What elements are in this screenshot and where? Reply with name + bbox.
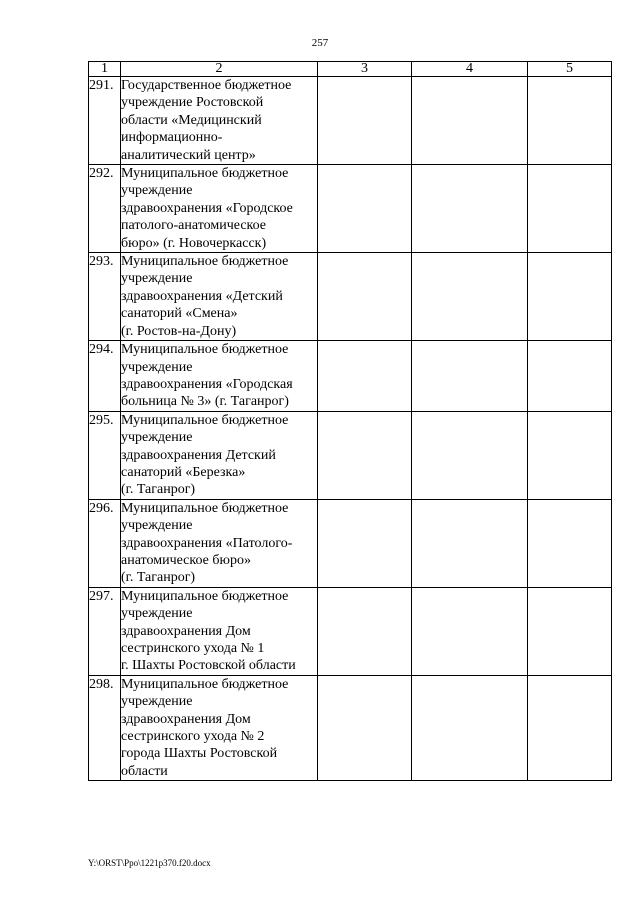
row-number: 298. — [89, 675, 121, 780]
column-4-cell — [412, 587, 528, 675]
column-3-cell — [318, 499, 412, 587]
table-row — [89, 587, 612, 675]
column-3-cell — [318, 411, 412, 499]
column-5-cell — [528, 165, 612, 253]
row-number: 295. — [89, 411, 121, 499]
organization-name-line: Муниципальное бюджетное — [121, 254, 289, 270]
organization-name-line: (г. Ростов-на-Дону) — [121, 323, 237, 339]
column-5-cell — [528, 587, 612, 675]
column-4-cell — [412, 411, 528, 499]
organization-name-line: учреждение — [121, 271, 193, 287]
organization-name-cell — [121, 675, 318, 780]
organization-name-line: Муниципальное бюджетное — [121, 166, 289, 182]
organizations-table — [88, 61, 612, 781]
table-header-row — [89, 62, 612, 77]
organization-name-line: области — [121, 763, 168, 779]
column-5-cell — [528, 675, 612, 780]
organization-name-line: (г. Таганрог) — [121, 482, 196, 498]
organization-name-line: больница № 3» (г. Таганрог) — [121, 394, 289, 410]
organization-name-line: Муниципальное бюджетное — [121, 676, 289, 692]
organization-name-line: Муниципальное бюджетное — [121, 342, 289, 358]
organization-name-line: здравоохранения Дом — [121, 623, 251, 639]
organization-name-line: здравоохранения «Городское — [121, 200, 293, 216]
table-row — [89, 675, 612, 780]
organization-name-line: здравоохранения «Детский — [121, 288, 283, 304]
organization-name-line: Муниципальное бюджетное — [121, 412, 289, 428]
organization-name-line: учреждение — [121, 518, 193, 534]
table-row — [89, 165, 612, 253]
column-3-cell — [318, 253, 412, 341]
organization-name-line: (г. Таганрог) — [121, 570, 196, 586]
organization-name-line: санаторий «Смена» — [121, 306, 238, 322]
column-header-3: 3 — [318, 62, 412, 77]
organization-name-line: Муниципальное бюджетное — [121, 500, 289, 516]
column-3-cell — [318, 341, 412, 412]
row-number: 293. — [89, 253, 121, 341]
organization-name-cell — [121, 587, 318, 675]
table-body — [89, 77, 612, 781]
organization-name-line: сестринского ухода № 1 — [121, 641, 265, 656]
organization-name-line: Государственное бюджетное — [121, 78, 292, 93]
table-row — [89, 341, 612, 412]
organization-name-line: Муниципальное бюджетное — [121, 588, 289, 604]
column-3-cell — [318, 77, 412, 165]
organization-name-cell — [121, 77, 318, 165]
organization-name-line: анатомическое бюро» — [121, 552, 251, 568]
row-number: 297. — [89, 587, 121, 675]
organization-name-line: учреждение — [121, 183, 193, 199]
organization-name-line: здравоохранения Дом — [121, 711, 251, 727]
column-header-1: 1 — [89, 62, 121, 77]
column-3-cell — [318, 165, 412, 253]
organization-name-line: санаторий «Березка» — [121, 464, 246, 480]
column-5-cell — [528, 253, 612, 341]
column-5-cell — [528, 77, 612, 165]
column-4-cell — [412, 675, 528, 780]
column-4-cell — [412, 165, 528, 253]
row-number: 292. — [89, 165, 121, 253]
row-number: 296. — [89, 499, 121, 587]
organization-name-line: учреждение — [121, 606, 193, 622]
row-number: 291. — [89, 77, 121, 165]
column-5-cell — [528, 341, 612, 412]
footer-file-path: Y:\ORST\Ppo\1221p370.f20.docx — [88, 858, 211, 868]
column-header-2: 2 — [121, 62, 318, 77]
row-number: 294. — [89, 341, 121, 412]
column-4-cell — [412, 77, 528, 165]
organization-name-line: города Шахты Ростовской — [121, 746, 278, 762]
organization-name-cell — [121, 253, 318, 341]
organization-name-line: учреждение — [121, 694, 193, 710]
organization-name-line: патолого-анатомическое — [121, 218, 267, 234]
organization-name-cell — [121, 499, 318, 587]
organization-name-line: здравоохранения «Городская — [121, 376, 293, 392]
column-header-4: 4 — [412, 62, 528, 77]
organization-name-line: информационно- — [121, 130, 223, 146]
column-3-cell — [318, 675, 412, 780]
organization-name-line: учреждение — [121, 359, 193, 375]
organization-name-line: сестринского ухода № 2 — [121, 729, 265, 745]
organization-name-line: здравоохранения «Патолого- — [121, 535, 293, 551]
page-number: 257 — [311, 37, 329, 49]
table-row — [89, 499, 612, 587]
column-3-cell — [318, 587, 412, 675]
organization-name-line: области «Медицинский — [121, 112, 262, 128]
organization-name-line: г. Шахты Ростовской области — [121, 658, 296, 674]
column-header-5: 5 — [528, 62, 612, 77]
organization-name-line: учреждение — [121, 430, 193, 446]
table-row — [89, 253, 612, 341]
table-row — [89, 77, 612, 165]
organization-name-cell — [121, 411, 318, 499]
column-5-cell — [528, 411, 612, 499]
column-4-cell — [412, 253, 528, 341]
organization-name-line: учреждение Ростовской — [121, 95, 264, 111]
organization-name-line: аналитический центр» — [121, 147, 256, 163]
column-4-cell — [412, 499, 528, 587]
organization-name-cell — [121, 341, 318, 412]
column-4-cell — [412, 341, 528, 412]
organization-name-line: здравоохранения Детский — [121, 447, 276, 463]
organization-name-line: бюро» (г. Новочеркасск) — [121, 235, 267, 251]
table-row — [89, 411, 612, 499]
organization-name-cell — [121, 165, 318, 253]
column-5-cell — [528, 499, 612, 587]
